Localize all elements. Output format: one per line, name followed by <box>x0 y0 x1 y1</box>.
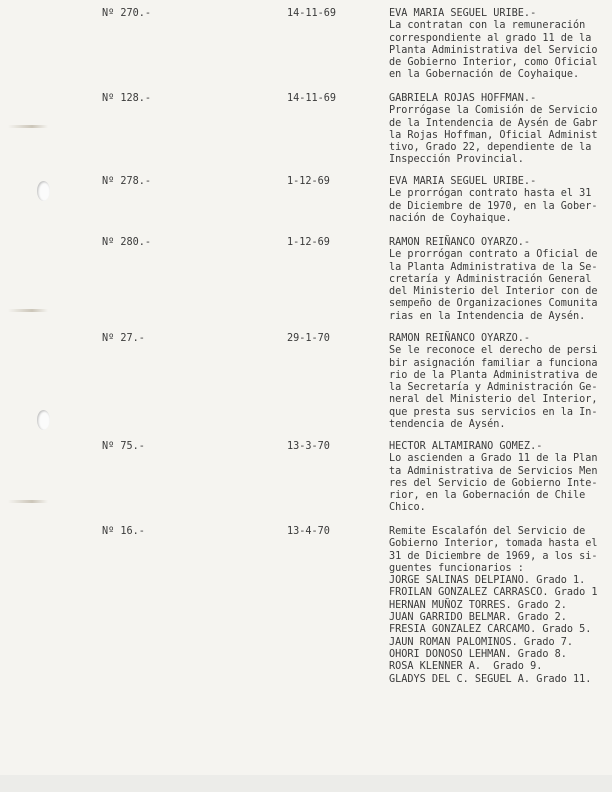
record-line: bir asignación familiar a funciona <box>389 357 598 369</box>
record-number: Nº 270.- <box>102 8 152 19</box>
record-line: que presta sus servicios en la In- <box>389 406 598 418</box>
record-line: 31 de Diciembre de 1969, a los si- <box>389 550 598 562</box>
record-content <box>389 526 612 686</box>
record-line: Gobierno Interior, tomada hasta el <box>389 538 598 550</box>
record-content <box>389 237 612 323</box>
punch-hole <box>37 181 50 201</box>
record-line: rio de la Planta Administrativa de <box>389 369 598 381</box>
record-heading: RAMON REIÑANCO OYARZO.- <box>389 237 531 248</box>
record-line: de Gobierno Interior, como Oficial <box>389 57 598 69</box>
record-line: Le prorrógan contrato a Oficial de <box>389 249 598 261</box>
record-line: GLADYS DEL C. SEGUEL A. Grado 11. <box>389 673 592 685</box>
record-date: 14-11-69 <box>287 8 337 19</box>
record-line: la Rojas Hoffman, Oficial Administ <box>389 129 598 141</box>
record-date: 13-4-70 <box>287 526 330 537</box>
record-line: neral del Ministerio del Interior, <box>389 394 598 406</box>
record-line: sempeño de Organizaciones Comunita <box>389 298 598 310</box>
record-line: de Diciembre de 1970, en la Gober- <box>389 200 598 212</box>
record-line: OHORI DONOSO LEHMAN. Grado 8. <box>389 648 567 660</box>
record-heading: RAMON REIÑANCO OYARZO.- <box>389 333 531 344</box>
record-number: Nº 278.- <box>102 176 152 187</box>
record-line: Se le reconoce el derecho de persi <box>389 345 598 357</box>
record-line: Planta Administrativa del Servicio <box>389 44 598 56</box>
record-line: ROSA KLENNER A. Grado 9. <box>389 661 543 673</box>
record-number: Nº 16.- <box>102 526 145 537</box>
record-line: res del Servicio de Gobierno Inte- <box>389 477 598 489</box>
record-line: rior, en la Gobernación de Chile <box>389 490 586 502</box>
record-content <box>389 333 612 431</box>
record-line: Chico. <box>389 502 426 514</box>
record-line: FRESIA GONZALEZ CARCAMO. Grado 5. <box>389 624 592 636</box>
record-line: Prorrógase la Comisión de Servicio <box>389 105 598 117</box>
record-heading: EVA MARIA SEGUEL URIBE.- <box>389 176 537 187</box>
record-heading: EVA MARIA SEGUEL URIBE.- <box>389 8 537 19</box>
record-line: correspondiente al grado 11 de la <box>389 32 592 44</box>
record-content <box>389 441 612 515</box>
record-number: Nº 27.- <box>102 333 145 344</box>
record-line: en la Gobernación de Coyhaique. <box>389 69 580 81</box>
record-date: 1-12-69 <box>287 176 330 187</box>
record-date: 29-1-70 <box>287 333 330 344</box>
record-content <box>389 176 612 225</box>
record-content <box>389 93 612 167</box>
binder-mark <box>8 309 48 312</box>
record-line: Remite Escalafón del Servicio de <box>389 526 586 537</box>
record-line: Inspección Provincial. <box>389 154 524 166</box>
record-line: JAUN ROMAN PALOMINOS. Grado 7. <box>389 636 574 648</box>
record-number: Nº 75.- <box>102 441 145 452</box>
record-line: rias en la Intendencia de Aysén. <box>389 310 586 322</box>
record-number: Nº 128.- <box>102 93 152 104</box>
record-date: 13-3-70 <box>287 441 330 452</box>
record-line: ta Administrativa de Servicios Men <box>389 465 598 477</box>
record-line: HERNAN MUÑOZ TORRES. Grado 2. <box>389 599 567 611</box>
record-line: La contratan con la remuneración <box>389 20 586 32</box>
binder-mark <box>8 125 48 128</box>
record-date: 1-12-69 <box>287 237 330 248</box>
record-line: Le prorrógan contrato hasta el 31 <box>389 188 592 200</box>
record-content <box>389 8 612 82</box>
record-line: del Ministerio del Interior con de <box>389 286 598 298</box>
record-line: tendencia de Aysén. <box>389 419 506 431</box>
record-line: cretaría y Administración General <box>389 273 592 285</box>
record-line: la Secretaría y Administración Ge- <box>389 382 598 394</box>
record-line: Lo ascienden a Grado 11 de la Plan <box>389 453 598 465</box>
record-line: tivo, Grado 22, dependiente de la <box>389 142 592 154</box>
record-heading: GABRIELA ROJAS HOFFMAN.- <box>389 93 537 104</box>
punch-hole <box>37 410 50 430</box>
page-edge <box>0 775 612 792</box>
record-line: la Planta Administrativa de la Se- <box>389 261 598 273</box>
record-line: FROILAN GONZALEZ CARRASCO. Grado 1 <box>389 587 598 599</box>
record-line: de la Intendencia de Aysén de Gabr <box>389 117 598 129</box>
binder-mark <box>8 500 48 503</box>
record-line: JORGE SALINAS DELPIANO. Grado 1. <box>389 575 586 587</box>
record-line: nación de Coyhaique. <box>389 212 512 224</box>
record-line: guentes funcionarios : <box>389 562 524 574</box>
record-number: Nº 280.- <box>102 237 152 248</box>
record-line: JUAN GARRIDO BELMAR. Grado 2. <box>389 612 567 624</box>
record-heading: HECTOR ALTAMIRANO GOMEZ.- <box>389 441 543 452</box>
record-date: 14-11-69 <box>287 93 337 104</box>
